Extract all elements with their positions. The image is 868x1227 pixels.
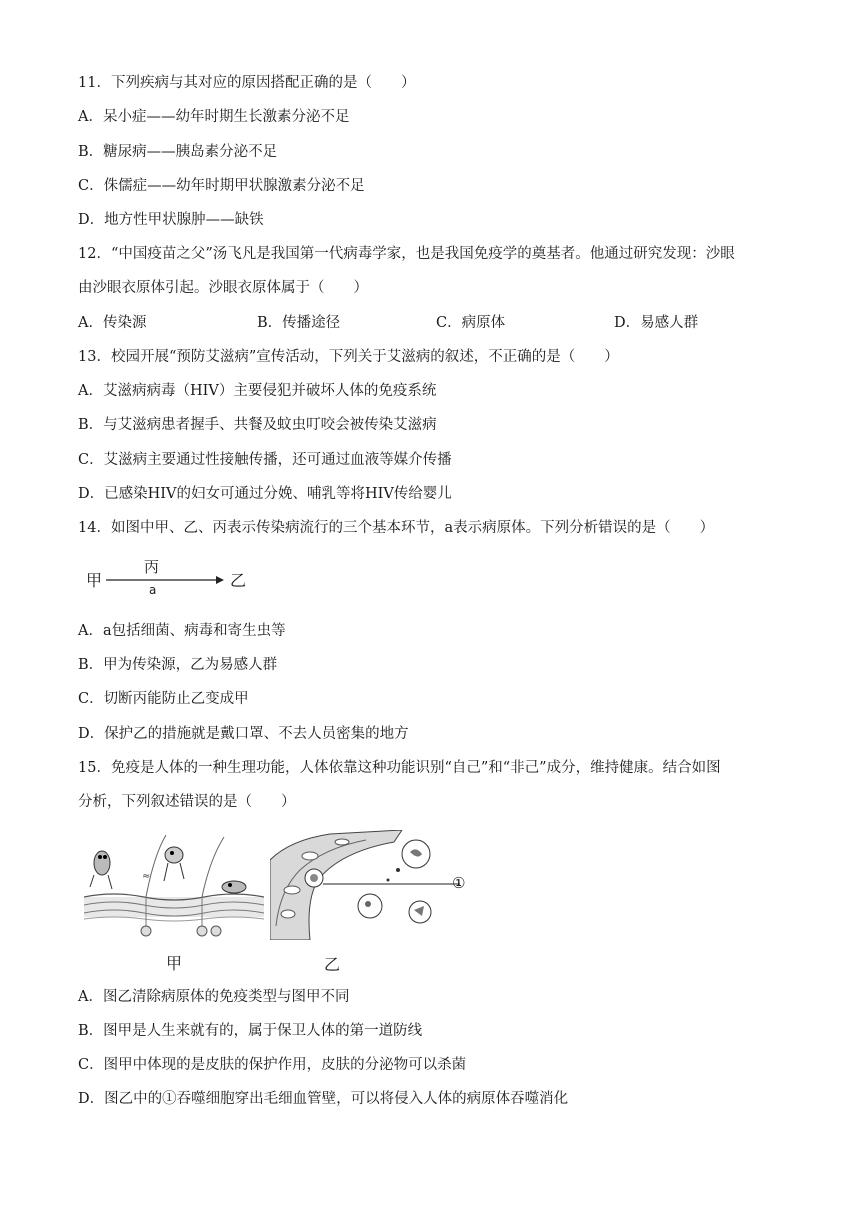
question-14-option-b: B．甲为传染源，乙为易感人群	[78, 657, 278, 673]
question-14-option-d: D．保护乙的措施就是戴口罩、不去人员密集的地方	[78, 726, 409, 742]
question-12-option-b: B．传播途径	[257, 315, 341, 331]
question-13-stem: 13．校园开展“预防艾滋病”宣传活动，下列关于艾滋病的叙述，不正确的是（ ）	[78, 349, 619, 365]
transmission-diagram	[86, 556, 256, 600]
question-11-option-d: D．地方性甲状腺肿——缺铁	[78, 212, 264, 228]
question-12-option-d: D．易感人群	[614, 315, 699, 331]
question-13-option-c: C．艾滋病主要通过性接触传播，还可通过血液等媒介传播	[78, 452, 452, 468]
question-15-option-b: B．图甲是人生来就有的，属于保卫人体的第一道防线	[78, 1023, 423, 1039]
svg-text:≈: ≈	[142, 871, 151, 882]
diagram-arrow	[106, 575, 224, 585]
question-14-option-c: C．切断丙能防止乙变成甲	[78, 691, 249, 707]
question-11-option-c: C．侏儒症——幼年时期甲状腺激素分泌不足	[78, 178, 365, 194]
question-13-option-d: D．已感染HIV的妇女可通过分娩、哺乳等将HIV传给婴儿	[78, 486, 452, 502]
skin-barrier-illustration	[84, 835, 264, 945]
question-14-stem: 14．如图中甲、乙、丙表示传染病流行的三个基本环节，a表示病原体。下列分析错误的是（ ）	[78, 520, 715, 536]
question-15-option-d: D．图乙中的①吞噬细胞穿出毛细血管壁，可以将侵入人体的病原体吞噬消化	[78, 1091, 569, 1107]
question-15-stem-line1: 15．免疫是人体的一种生理功能，人体依靠这种功能识别“自己”和“非己”成分，维持健康。结合如图	[78, 760, 721, 776]
question-15-option-c: C．图甲中体现的是皮肤的保护作用，皮肤的分泌物可以杀菌	[78, 1057, 467, 1073]
question-13-option-b: B．与艾滋病患者握手、共餐及蚊虫叮咬会被传染艾滋病	[78, 417, 437, 433]
question-12-option-a: A．传染源	[78, 315, 147, 331]
question-11-option-a: A．呆小症——幼年时期生长激素分泌不足	[78, 109, 350, 125]
question-12-option-c: C．病原体	[436, 315, 506, 331]
figure-yi-phagocyte	[270, 830, 470, 975]
question-15-option-a: A．图乙清除病原体的免疫类型与图甲不同	[78, 989, 350, 1005]
question-14-option-a: A．a包括细菌、病毒和寄生虫等	[78, 623, 286, 639]
phagocyte-illustration	[270, 830, 470, 940]
question-12-stem-line2: 由沙眼衣原体引起。沙眼衣原体属于（ ）	[78, 280, 368, 296]
diagram-label-jia: 甲	[86, 571, 103, 590]
diagram-label-a: a	[149, 583, 157, 597]
question-15-stem-line2: 分析，下列叙述错误的是（ ）	[78, 794, 296, 810]
marker-circled-1: ①	[452, 874, 466, 892]
figure-jia-caption: 甲	[166, 954, 183, 973]
question-12-stem-line1: 12．“中国疫苗之父”汤飞凡是我国第一代病毒学家，也是我国免疫学的奠基者。他通过研究发现：沙眼	[78, 246, 735, 262]
diagram-label-yi: 乙	[230, 571, 247, 590]
question-11-stem: 11．下列疾病与其对应的原因搭配正确的是（ ）	[78, 75, 416, 91]
question-13-option-a: A．艾滋病病毒（HIV）主要侵犯并破坏人体的免疫系统	[78, 383, 437, 399]
diagram-label-bing: 丙	[144, 558, 160, 576]
figure-jia-skin	[84, 835, 264, 975]
question-11-option-b: B．糖尿病——胰岛素分泌不足	[78, 144, 278, 160]
figure-yi-caption: 乙	[324, 955, 341, 974]
